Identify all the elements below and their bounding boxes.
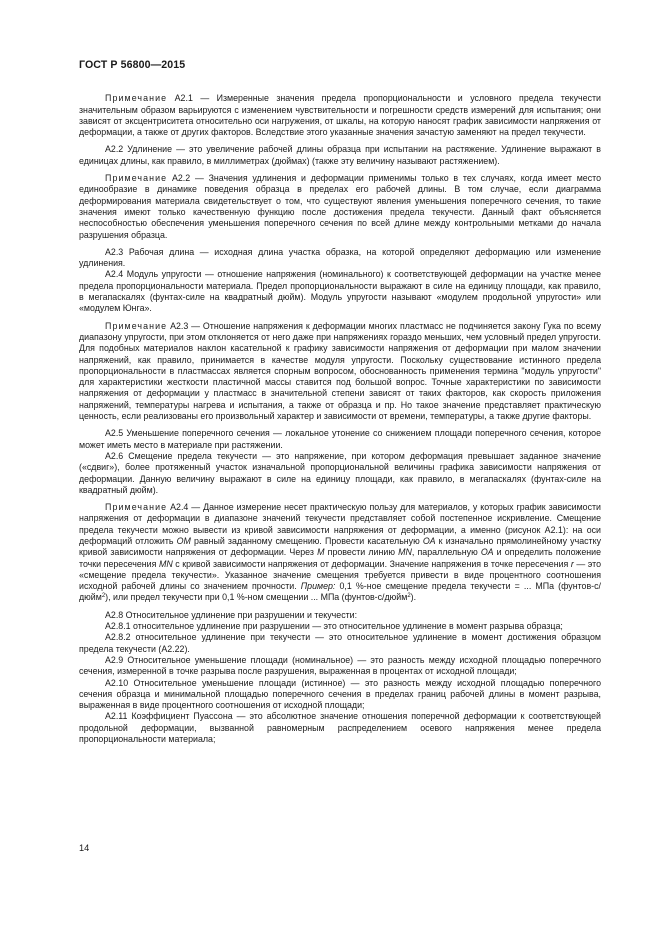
note-label: Примечание xyxy=(105,502,168,513)
note-text: и определить положение точки пересечения xyxy=(79,547,601,569)
note-text: А2.2 — Значения удлинения и деформации применимы только в тех случаях, когда имеет место единообразие в динамике поведения образца в пределах его рабочей длины. В том случае, если диаграмма деформирования материала свидетельствует о том, что существуют явления уменьшения поперечного сечения, то такие значения имеют только качественную функцию после достижения предела текучести. Данный факт объясняется неспособностью обеспечения уменьшения поперечного сечения по всей длине между контрольными метками до начала разрушения образца. xyxy=(79,173,601,240)
note-text: 0,1 %-ное смещение предела текучести = ... МПа (фунтов-с/дюйм xyxy=(79,581,601,603)
note-text: А2.3 — Отношение напряжения к деформации многих пластмасс не подчиняется закону Гука по всему диапазону упругости, при этом отклоняется от него даже при напряжениях гораздо меньших, чем условный предел упругости. Для подобных материалов наклон касательной к графику зависимости напряжения от деформации при малом значении напряжений, как правило, принимается в качестве модуля упругости. Поскольку существование истинного предела пропорциональности в пластмассах является спорным вопросом, обоснованность применения термина "модуль упругости" для характеристики жесткости пластичной массы ставится под большой вопрос. Точные характеристики по зависимости напряжения от деформации у пластмасс в значительной степени зависят от таких факторов, как скорость приложения напряжений, температуры нагрева и испытания, а также от образца и пр. Но такое значение представляет практическую ценность, если реализованы его произвольный характер и зависимости от времени, температуры, а также другие факторы. xyxy=(79,320,601,422)
superscript: 2 xyxy=(101,593,106,600)
note-a2-2 xyxy=(79,173,601,241)
symbol-mn: MN xyxy=(158,558,173,569)
note-text: провести линию xyxy=(324,547,399,558)
note-label: Примечание xyxy=(105,173,168,184)
clause-a2-5: А2.5 Уменьшение поперечного сечения — локальное утонение со снижением площади поперечного сечения, которое может иметь место в материале при растяжении. xyxy=(79,428,601,450)
note-a2-3 xyxy=(79,321,601,423)
note-text: ), или предел текучести при 0,1 %-ном смещении ... МПа (фунтов-с/дюйм xyxy=(105,592,408,603)
note-text: равный заданному смещению. Провести касательную xyxy=(190,535,423,546)
clause-a2-4: А2.4 Модуль упругости — отношение напряжения (номинального) к соответствующей деформации на участке менее предела пропорциональности материала. Предел пропорциональности выражают в силе на единицу площади, как правило, в мегапаскалях (фунтах-силе на квадратный дюйм). Модуль упругости называют «модулем продольной упругости» или «модулем Юнга». xyxy=(79,269,601,314)
note-text: с кривой зависимости напряжения от деформации. Значение напряжения в точке пересечения xyxy=(172,558,571,569)
clause-a2-6: А2.6 Смещение предела текучести — это напряжение, при котором деформация превышает заданное значение («сдвиг»), более протяженный участок изначальной пропорциональной величины графика зависимости напряжения от деформации. Данную величину выражают в силе на единицу площади, как правило, в мегапаскалях (фунтах-силе на квадратный дюйм). xyxy=(79,450,601,495)
note-text: , параллельную xyxy=(411,547,481,558)
clause-a2-9: А2.9 Относительное уменьшение площади (номинальное) — это разность между исходной площадью поперечного сечения, измеренной в точке разрыва после разрушения, выраженная в процентах от исходной площади; xyxy=(79,654,601,677)
clause-a2-2: А2.2 Удлинение — это увеличение рабочей длины образца при испытании на растяжение. Удлинение выражают в единицах длины, как правило, в миллиметрах (дюймах) (также эту величину называют растяжением). xyxy=(79,144,601,166)
note-a2-1 xyxy=(79,93,601,138)
symbol-r: r xyxy=(570,558,574,569)
symbol-m: М xyxy=(317,547,325,558)
symbol-oa: ОА xyxy=(480,547,494,558)
note-text: к изначально прямолинейному участку кривой зависимости напряжения от деформации. Через xyxy=(79,535,601,558)
document-code-header: ГОСТ Р 56800—2015 xyxy=(79,59,186,71)
example-label: Пример: xyxy=(300,581,336,592)
symbol-mn: MN xyxy=(398,547,412,558)
clause-a2-11: А2.11 Коэффициент Пуассона — это абсолютное значение отношения поперечной деформации к соответствующей продольной деформации, вызванной равномерным распределением осевого напряжения менее предела пропорциональности материала; xyxy=(79,711,601,745)
note-text: А2.1 — Измеренные значения предела пропорциональности и условного предела текучести значительным образом варьируются с изменением чувствительности и погрешности средств измерений для испытания; они зависят от эксцентриситета относительно оси нагружения, от шкалы, на которую наносят график зависимости напряжения от деформации, а также от других факторов. Вследствие этого указанные значения зачастую заменяют на предел текучести. xyxy=(79,93,601,138)
page-number: 14 xyxy=(79,843,90,853)
symbol-oa: ОА xyxy=(422,535,436,546)
clause-a2-8-1: А2.8.1 относительное удлинение при разрушении — это относительное удлинение в момент разрыва образца; xyxy=(105,621,563,632)
symbol-om: ОМ xyxy=(176,535,191,546)
clause-a2-3: А2.3 Рабочая длина — исходная длина участка образка, на которой определяют деформацию или изменение удлинения. xyxy=(79,246,601,269)
note-text: А2.4 — Данное измерение несет практическую пользу для материалов, у которых график зависимости напряжения от деформации в диапазоне значений текучести представляет собой постепенное искривление. Смещение предела текучести можно вывести из кривой зависимости напряжения от деформации, а именно (рисунок А2.1): на оси деформаций отложить xyxy=(79,502,601,546)
note-label: Примечание xyxy=(105,320,168,331)
note-text: — это «смещение предела текучести». Указанное значение смещения требуется привести в виде процентного соотношения исходной рабочей длины со значением прочности. xyxy=(79,558,601,592)
clause-a2-8-2: А2.8.2 относительное удлинение при текучести — это относительное удлинение в момент достижения образцом предела текучести (А2.22). xyxy=(79,632,601,654)
note-text: ). xyxy=(410,592,417,603)
clause-a2-8: А2.8 Относительное удлинение при разрушении и текучести: xyxy=(105,609,358,620)
superscript: 2 xyxy=(407,593,411,600)
note-label: Примечание xyxy=(105,93,168,104)
note-a2-4 xyxy=(79,502,601,604)
clause-a2-10: А2.10 Относительное уменьшение площади (истинное) — это разность между исходной площадью поперечного сечения образца и минимальной площадью поперечного сечения в пределах границ рабочей длины в момент разрыва, выраженная в виде процентного соотношения от исходной площади; xyxy=(79,677,601,711)
